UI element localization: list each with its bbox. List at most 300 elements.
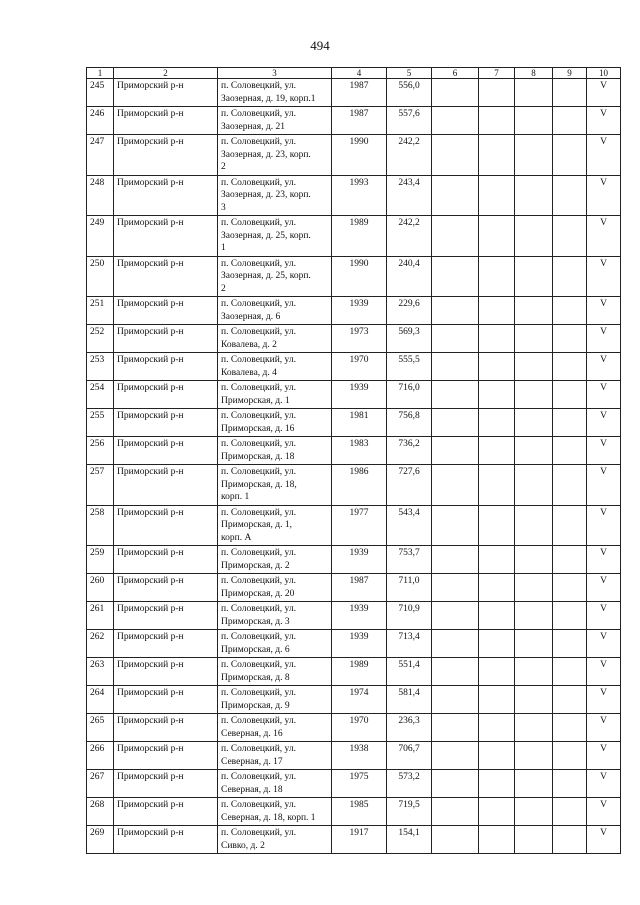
column-6-cell	[432, 505, 479, 546]
column-8-cell	[515, 630, 553, 658]
address-line: п. Соловецкий, ул.	[221, 299, 296, 309]
address-line: Приморская, д. 3	[221, 616, 290, 627]
column-7-cell	[479, 574, 515, 602]
address-line: п. Соловецкий, ул.	[221, 688, 296, 698]
row-number: 265	[87, 714, 114, 742]
address-line: 2	[221, 283, 226, 294]
page-number: 494	[310, 38, 330, 53]
column-7-cell	[479, 256, 515, 297]
mark-cell: V	[587, 602, 621, 630]
mark-cell: V	[587, 256, 621, 297]
table-row	[87, 826, 621, 854]
address-line: п. Соловецкий, ул.	[221, 548, 296, 558]
address-line: Северная, д. 18, корп. 1	[221, 812, 316, 823]
column-7-cell	[479, 381, 515, 409]
district-cell: Приморский р-н	[114, 630, 218, 658]
column-8-cell	[515, 546, 553, 574]
column-6-cell	[432, 107, 479, 135]
address-line: п. Соловецкий, ул.	[221, 383, 296, 393]
column-header: 3	[218, 68, 332, 79]
row-number: 255	[87, 409, 114, 437]
address-cell	[218, 175, 332, 216]
column-9-cell	[553, 381, 587, 409]
mark-cell: V	[587, 135, 621, 176]
year-cell: 1983	[332, 437, 387, 465]
table-row	[87, 437, 621, 465]
address-line: п. Соловецкий, ул.	[221, 744, 296, 754]
column-header: 2	[114, 68, 218, 79]
mark-cell: V	[587, 686, 621, 714]
mark-cell: V	[587, 409, 621, 437]
address-line: п. Соловецкий, ул.	[221, 828, 296, 838]
row-number: 247	[87, 135, 114, 176]
column-7-cell	[479, 505, 515, 546]
year-cell: 1938	[332, 742, 387, 770]
column-8-cell	[515, 505, 553, 546]
column-header: 8	[515, 68, 553, 79]
address-line: Сивко, д. 2	[221, 840, 265, 851]
row-number: 262	[87, 630, 114, 658]
district-cell: Приморский р-н	[114, 437, 218, 465]
table-row	[87, 79, 621, 107]
column-7-cell	[479, 107, 515, 135]
column-6-cell	[432, 742, 479, 770]
district-cell: Приморский р-н	[114, 107, 218, 135]
district-cell: Приморский р-н	[114, 742, 218, 770]
area-cell: 242,2	[387, 216, 432, 257]
mark-cell: V	[587, 107, 621, 135]
address-line: п. Соловецкий, ул.	[221, 604, 296, 614]
column-7-cell	[479, 175, 515, 216]
column-7-cell	[479, 630, 515, 658]
column-8-cell	[515, 574, 553, 602]
address-cell	[218, 826, 332, 854]
address-line: Заозерная, д. 25, корп.	[221, 271, 311, 281]
table-row	[87, 216, 621, 257]
row-number: 260	[87, 574, 114, 602]
year-cell: 1917	[332, 826, 387, 854]
mark-cell: V	[587, 742, 621, 770]
table-row	[87, 574, 621, 602]
column-8-cell	[515, 107, 553, 135]
address-line: Приморская, д. 9	[221, 700, 290, 711]
table-row	[87, 742, 621, 770]
year-cell: 1939	[332, 381, 387, 409]
table-row	[87, 714, 621, 742]
address-line: Приморская, д. 8	[221, 672, 290, 683]
column-6-cell	[432, 437, 479, 465]
table-row	[87, 409, 621, 437]
area-cell: 756,8	[387, 409, 432, 437]
address-line: п. Соловецкий, ул.	[221, 716, 296, 726]
column-9-cell	[553, 353, 587, 381]
address-line: п. Соловецкий, ул.	[221, 218, 296, 228]
address-line: корп. А	[221, 532, 252, 543]
column-7-cell	[479, 437, 515, 465]
address-cell	[218, 353, 332, 381]
row-number: 251	[87, 297, 114, 325]
column-9-cell	[553, 325, 587, 353]
address-line: Заозерная, д. 19, корп.1	[221, 93, 316, 104]
area-cell: 551,4	[387, 658, 432, 686]
address-line: п. Соловецкий, ул.	[221, 327, 296, 337]
column-8-cell	[515, 658, 553, 686]
column-6-cell	[432, 409, 479, 437]
year-cell: 1939	[332, 297, 387, 325]
row-number: 268	[87, 798, 114, 826]
column-7-cell	[479, 742, 515, 770]
column-6-cell	[432, 353, 479, 381]
address-line: 1	[221, 243, 226, 253]
district-cell: Приморский р-н	[114, 135, 218, 176]
address-line: п. Соловецкий, ул.	[221, 81, 296, 91]
column-9-cell	[553, 297, 587, 325]
area-cell: 557,6	[387, 107, 432, 135]
row-number: 250	[87, 256, 114, 297]
year-cell: 1973	[332, 325, 387, 353]
column-7-cell	[479, 353, 515, 381]
area-cell: 555,5	[387, 353, 432, 381]
address-line: Приморская, д. 1,	[221, 520, 292, 530]
table-row	[87, 465, 621, 506]
address-cell	[218, 686, 332, 714]
address-line: п. Соловецкий, ул.	[221, 355, 296, 365]
address-cell	[218, 574, 332, 602]
address-cell	[218, 437, 332, 465]
column-9-cell	[553, 602, 587, 630]
address-cell	[218, 602, 332, 630]
area-cell: 719,5	[387, 798, 432, 826]
area-cell: 236,3	[387, 714, 432, 742]
column-9-cell	[553, 409, 587, 437]
row-number: 257	[87, 465, 114, 506]
row-number: 256	[87, 437, 114, 465]
mark-cell: V	[587, 770, 621, 798]
district-cell: Приморский р-н	[114, 175, 218, 216]
year-cell: 1970	[332, 353, 387, 381]
address-cell	[218, 546, 332, 574]
address-line: Северная, д. 18	[221, 784, 283, 795]
table-row	[87, 546, 621, 574]
address-cell	[218, 770, 332, 798]
address-cell	[218, 216, 332, 257]
row-number: 246	[87, 107, 114, 135]
address-line: Заозерная, д. 23, корп.	[221, 149, 311, 160]
year-cell: 1987	[332, 574, 387, 602]
address-line: Приморская, д. 18	[221, 451, 295, 462]
column-9-cell	[553, 742, 587, 770]
area-cell: 556,0	[387, 79, 432, 107]
address-line: п. Соловецкий, ул.	[221, 772, 296, 782]
mark-cell: V	[587, 505, 621, 546]
table-row	[87, 381, 621, 409]
column-9-cell	[553, 770, 587, 798]
district-cell: Приморский р-н	[114, 602, 218, 630]
column-8-cell	[515, 602, 553, 630]
address-line: Северная, д. 17	[221, 756, 283, 767]
table-row	[87, 135, 621, 176]
column-7-cell	[479, 135, 515, 176]
column-header: 5	[387, 68, 432, 79]
district-cell: Приморский р-н	[114, 686, 218, 714]
district-cell: Приморский р-н	[114, 826, 218, 854]
column-header: 7	[479, 68, 515, 79]
address-cell	[218, 465, 332, 506]
district-cell: Приморский р-н	[114, 409, 218, 437]
table-row	[87, 630, 621, 658]
table-row	[87, 107, 621, 135]
year-cell: 1970	[332, 714, 387, 742]
address-cell	[218, 325, 332, 353]
district-cell: Приморский р-н	[114, 465, 218, 506]
year-cell: 1987	[332, 107, 387, 135]
row-number: 252	[87, 325, 114, 353]
address-cell	[218, 658, 332, 686]
column-7-cell	[479, 770, 515, 798]
address-line: Ковалева, д. 4	[221, 367, 277, 378]
column-9-cell	[553, 175, 587, 216]
area-cell: 716,0	[387, 381, 432, 409]
column-6-cell	[432, 714, 479, 742]
area-cell: 240,4	[387, 256, 432, 297]
year-cell: 1977	[332, 505, 387, 546]
address-line: Приморская, д. 18,	[221, 479, 297, 490]
column-6-cell	[432, 546, 479, 574]
row-number: 259	[87, 546, 114, 574]
mark-cell: V	[587, 546, 621, 574]
mark-cell: V	[587, 325, 621, 353]
column-8-cell	[515, 437, 553, 465]
column-6-cell	[432, 135, 479, 176]
address-line: п. Соловецкий, ул.	[221, 576, 296, 586]
row-number: 254	[87, 381, 114, 409]
column-7-cell	[479, 409, 515, 437]
column-9-cell	[553, 686, 587, 714]
table-row	[87, 353, 621, 381]
address-line: 3	[221, 202, 226, 213]
column-9-cell	[553, 798, 587, 826]
year-cell: 1990	[332, 256, 387, 297]
column-6-cell	[432, 297, 479, 325]
address-cell	[218, 256, 332, 297]
area-cell: 727,6	[387, 465, 432, 506]
table-row	[87, 686, 621, 714]
row-number: 264	[87, 686, 114, 714]
district-cell: Приморский р-н	[114, 297, 218, 325]
table-row	[87, 325, 621, 353]
column-8-cell	[515, 353, 553, 381]
mark-cell: V	[587, 216, 621, 257]
address-line: Приморская, д. 2	[221, 560, 290, 571]
column-9-cell	[553, 574, 587, 602]
address-line: п. Соловецкий, ул.	[221, 258, 296, 269]
column-6-cell	[432, 381, 479, 409]
column-8-cell	[515, 79, 553, 107]
district-cell: Приморский р-н	[114, 353, 218, 381]
column-7-cell	[479, 79, 515, 107]
address-cell	[218, 409, 332, 437]
district-cell: Приморский р-н	[114, 770, 218, 798]
column-9-cell	[553, 437, 587, 465]
area-cell: 711,0	[387, 574, 432, 602]
column-7-cell	[479, 297, 515, 325]
year-cell: 1939	[332, 630, 387, 658]
column-8-cell	[515, 216, 553, 257]
district-cell: Приморский р-н	[114, 546, 218, 574]
column-7-cell	[479, 602, 515, 630]
year-cell: 1993	[332, 175, 387, 216]
year-cell: 1985	[332, 798, 387, 826]
area-cell: 573,2	[387, 770, 432, 798]
column-8-cell	[515, 686, 553, 714]
column-6-cell	[432, 216, 479, 257]
district-cell: Приморский р-н	[114, 79, 218, 107]
table-row	[87, 770, 621, 798]
address-line: п. Соловецкий, ул.	[221, 467, 296, 477]
register-table	[86, 67, 621, 854]
mark-cell: V	[587, 630, 621, 658]
area-cell: 569,3	[387, 325, 432, 353]
column-9-cell	[553, 658, 587, 686]
area-cell: 710,9	[387, 602, 432, 630]
row-number: 248	[87, 175, 114, 216]
column-8-cell	[515, 465, 553, 506]
column-8-cell	[515, 714, 553, 742]
row-number: 269	[87, 826, 114, 854]
column-7-cell	[479, 686, 515, 714]
column-8-cell	[515, 742, 553, 770]
row-number: 253	[87, 353, 114, 381]
mark-cell: V	[587, 381, 621, 409]
column-6-cell	[432, 826, 479, 854]
table-row	[87, 297, 621, 325]
area-cell: 706,7	[387, 742, 432, 770]
area-cell: 242,2	[387, 135, 432, 176]
column-8-cell	[515, 409, 553, 437]
district-cell: Приморский р-н	[114, 714, 218, 742]
column-6-cell	[432, 574, 479, 602]
column-6-cell	[432, 256, 479, 297]
district-cell: Приморский р-н	[114, 256, 218, 297]
column-header: 10	[587, 68, 621, 79]
district-cell: Приморский р-н	[114, 505, 218, 546]
column-header: 4	[332, 68, 387, 79]
row-number: 261	[87, 602, 114, 630]
address-cell	[218, 79, 332, 107]
district-cell: Приморский р-н	[114, 381, 218, 409]
column-header: 1	[87, 68, 114, 79]
mark-cell: V	[587, 574, 621, 602]
address-line: п. Соловецкий, ул.	[221, 439, 296, 449]
column-9-cell	[553, 79, 587, 107]
area-cell: 713,4	[387, 630, 432, 658]
year-cell: 1974	[332, 686, 387, 714]
address-cell	[218, 714, 332, 742]
column-7-cell	[479, 325, 515, 353]
column-6-cell	[432, 630, 479, 658]
area-cell: 154,1	[387, 826, 432, 854]
table-row	[87, 658, 621, 686]
column-6-cell	[432, 770, 479, 798]
column-6-cell	[432, 79, 479, 107]
year-cell: 1989	[332, 658, 387, 686]
mark-cell: V	[587, 175, 621, 216]
area-cell: 243,4	[387, 175, 432, 216]
address-line: Заозерная, д. 6	[221, 311, 281, 322]
address-line: п. Соловецкий, ул.	[221, 137, 296, 147]
column-6-cell	[432, 465, 479, 506]
area-cell: 229,6	[387, 297, 432, 325]
address-line: Ковалева, д. 2	[221, 339, 277, 350]
address-line: Приморская, д. 16	[221, 423, 295, 434]
table-row	[87, 602, 621, 630]
column-6-cell	[432, 325, 479, 353]
address-cell	[218, 381, 332, 409]
address-line: Приморская, д. 6	[221, 644, 290, 655]
column-9-cell	[553, 546, 587, 574]
mark-cell: V	[587, 798, 621, 826]
mark-cell: V	[587, 437, 621, 465]
table-row	[87, 256, 621, 297]
address-cell	[218, 135, 332, 176]
year-cell: 1975	[332, 770, 387, 798]
row-number: 249	[87, 216, 114, 257]
mark-cell: V	[587, 826, 621, 854]
address-cell	[218, 107, 332, 135]
area-cell: 581,4	[387, 686, 432, 714]
column-7-cell	[479, 658, 515, 686]
row-number: 266	[87, 742, 114, 770]
address-line: п. Соловецкий, ул.	[221, 660, 296, 670]
area-cell: 753,7	[387, 546, 432, 574]
address-line: Северная, д. 16	[221, 728, 283, 739]
address-line: Приморская, д. 1	[221, 395, 290, 406]
column-7-cell	[479, 826, 515, 854]
address-line: п. Соловецкий, ул.	[221, 800, 296, 810]
address-line: п. Соловецкий, ул.	[221, 411, 296, 421]
column-6-cell	[432, 658, 479, 686]
address-line: корп. 1	[221, 492, 250, 502]
column-7-cell	[479, 546, 515, 574]
column-9-cell	[553, 135, 587, 176]
column-8-cell	[515, 798, 553, 826]
column-9-cell	[553, 256, 587, 297]
column-8-cell	[515, 325, 553, 353]
year-cell: 1986	[332, 465, 387, 506]
column-7-cell	[479, 465, 515, 506]
mark-cell: V	[587, 465, 621, 506]
column-7-cell	[479, 216, 515, 257]
mark-cell: V	[587, 79, 621, 107]
address-cell	[218, 798, 332, 826]
year-cell: 1981	[332, 409, 387, 437]
column-8-cell	[515, 770, 553, 798]
column-8-cell	[515, 297, 553, 325]
year-cell: 1987	[332, 79, 387, 107]
row-number: 258	[87, 505, 114, 546]
district-cell: Приморский р-н	[114, 325, 218, 353]
column-6-cell	[432, 175, 479, 216]
column-9-cell	[553, 465, 587, 506]
row-number: 263	[87, 658, 114, 686]
address-cell	[218, 297, 332, 325]
address-cell	[218, 630, 332, 658]
table-header-row	[87, 68, 621, 79]
area-cell: 736,2	[387, 437, 432, 465]
address-cell	[218, 742, 332, 770]
year-cell: 1989	[332, 216, 387, 257]
column-8-cell	[515, 826, 553, 854]
